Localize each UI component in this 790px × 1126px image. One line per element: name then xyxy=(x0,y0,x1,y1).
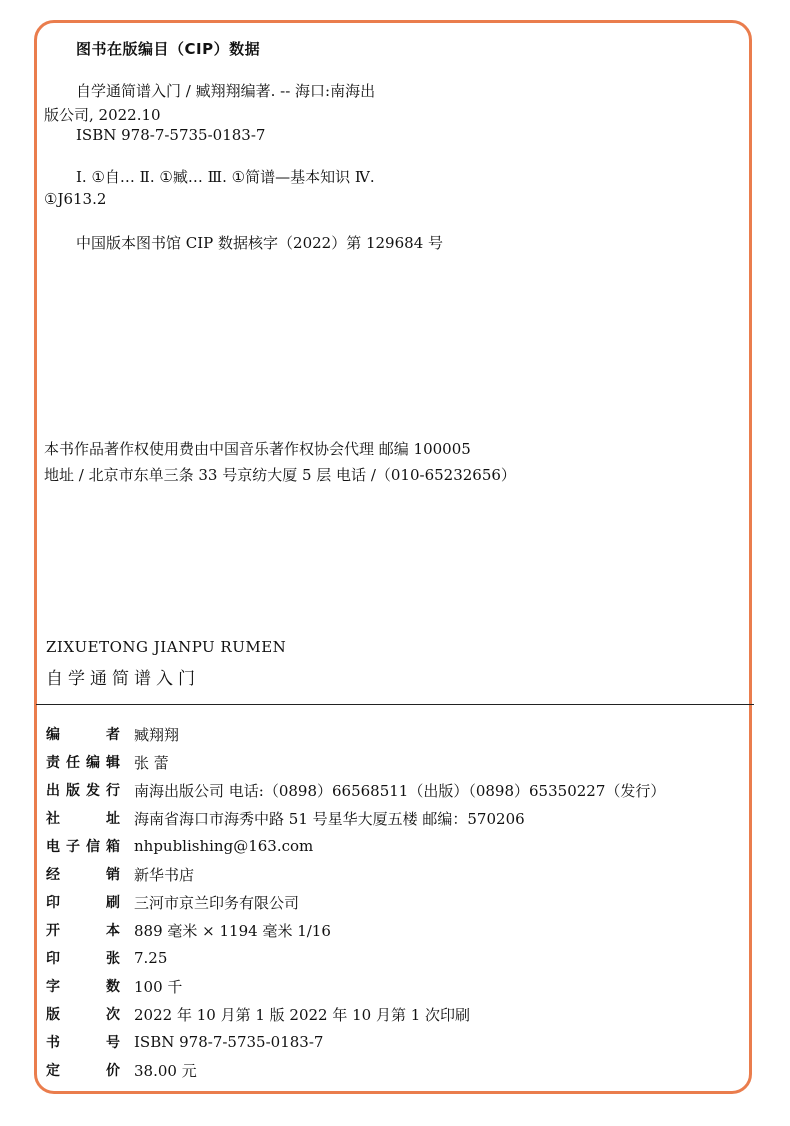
cip-line-classification-code: ①J613.2 xyxy=(44,190,107,208)
detail-row-word-count xyxy=(46,972,736,1000)
cip-line-title: 自学通简谱入门 / 臧翔翔编著. -- 海口:南海出 xyxy=(76,82,376,100)
cip-line-publisher: 版公司, 2022.10 xyxy=(44,106,161,124)
detail-value: 海南省海口市海秀中路 51 号星华大厦五楼 邮编：570206 xyxy=(134,809,525,828)
detail-value: ISBN 978-7-5735-0183-7 xyxy=(134,1033,324,1051)
detail-value: nhpublishing@163.com xyxy=(134,837,314,855)
detail-label: 责 任 编 辑 xyxy=(46,755,120,771)
detail-value: 三河市京兰印务有限公司 xyxy=(134,893,300,912)
detail-label: 编 者 xyxy=(46,727,120,743)
detail-row-isbn xyxy=(46,1028,736,1056)
detail-row-email xyxy=(46,832,736,860)
detail-value: 100 千 xyxy=(134,977,183,996)
cip-line-classification: Ⅰ. ①自… Ⅱ. ①臧… Ⅲ. ①简谱—基本知识 Ⅳ. xyxy=(76,168,375,186)
detail-label: 版 次 xyxy=(46,1007,120,1023)
detail-row-printer xyxy=(46,888,736,916)
detail-label: 开 本 xyxy=(46,923,120,939)
detail-label: 印 张 xyxy=(46,951,120,967)
detail-row-editor xyxy=(46,748,736,776)
publication-details xyxy=(46,720,736,1084)
book-title-pinyin: ZIXUETONG JIANPU RUMEN xyxy=(46,638,287,656)
detail-value: 2022 年 10 月第 1 版 2022 年 10 月第 1 次印刷 xyxy=(134,1005,471,1024)
detail-label: 书 号 xyxy=(46,1035,120,1051)
detail-label: 定 价 xyxy=(46,1063,120,1079)
detail-label: 经 销 xyxy=(46,867,120,883)
detail-label: 出 版 发 行 xyxy=(46,783,120,799)
detail-row-publisher xyxy=(46,776,736,804)
detail-value: 新华书店 xyxy=(134,865,195,884)
cip-line-data-number: 中国版本图书馆 CIP 数据核字（2022）第 129684 号 xyxy=(76,234,444,252)
cip-line-isbn: ISBN 978-7-5735-0183-7 xyxy=(76,126,266,144)
detail-row-distributor xyxy=(46,860,736,888)
detail-row-sheets xyxy=(46,944,736,972)
detail-value: 张 蕾 xyxy=(134,753,169,772)
book-title: 自学通简谱入门 xyxy=(46,669,200,689)
detail-value: 南海出版公司 电话:（0898）66568511（出版）（0898）65350227（发行） xyxy=(134,781,666,800)
detail-row-format xyxy=(46,916,736,944)
detail-label: 社 址 xyxy=(46,811,120,827)
detail-row-author xyxy=(46,720,736,748)
detail-value: 臧翔翔 xyxy=(134,725,180,744)
detail-value: 7.25 xyxy=(134,949,168,967)
address-notice: 地址 / 北京市东单三条 33 号京纺大厦 5 层 电话 /（010-65232656） xyxy=(44,466,516,484)
detail-row-price xyxy=(46,1056,736,1084)
detail-label: 字 数 xyxy=(46,979,120,995)
detail-label: 电 子 信 箱 xyxy=(46,839,120,855)
detail-value: 889 毫米 × 1194 毫米 1/16 xyxy=(134,921,331,940)
detail-row-address xyxy=(46,804,736,832)
detail-value: 38.00 元 xyxy=(134,1061,197,1080)
cip-heading: 图书在版编目（CIP）数据 xyxy=(76,40,261,58)
copyright-notice: 本书作品著作权使用费由中国音乐著作权协会代理 邮编 100005 xyxy=(44,440,471,458)
detail-row-edition xyxy=(46,1000,736,1028)
detail-label: 印 刷 xyxy=(46,895,120,911)
divider-line xyxy=(36,704,754,705)
